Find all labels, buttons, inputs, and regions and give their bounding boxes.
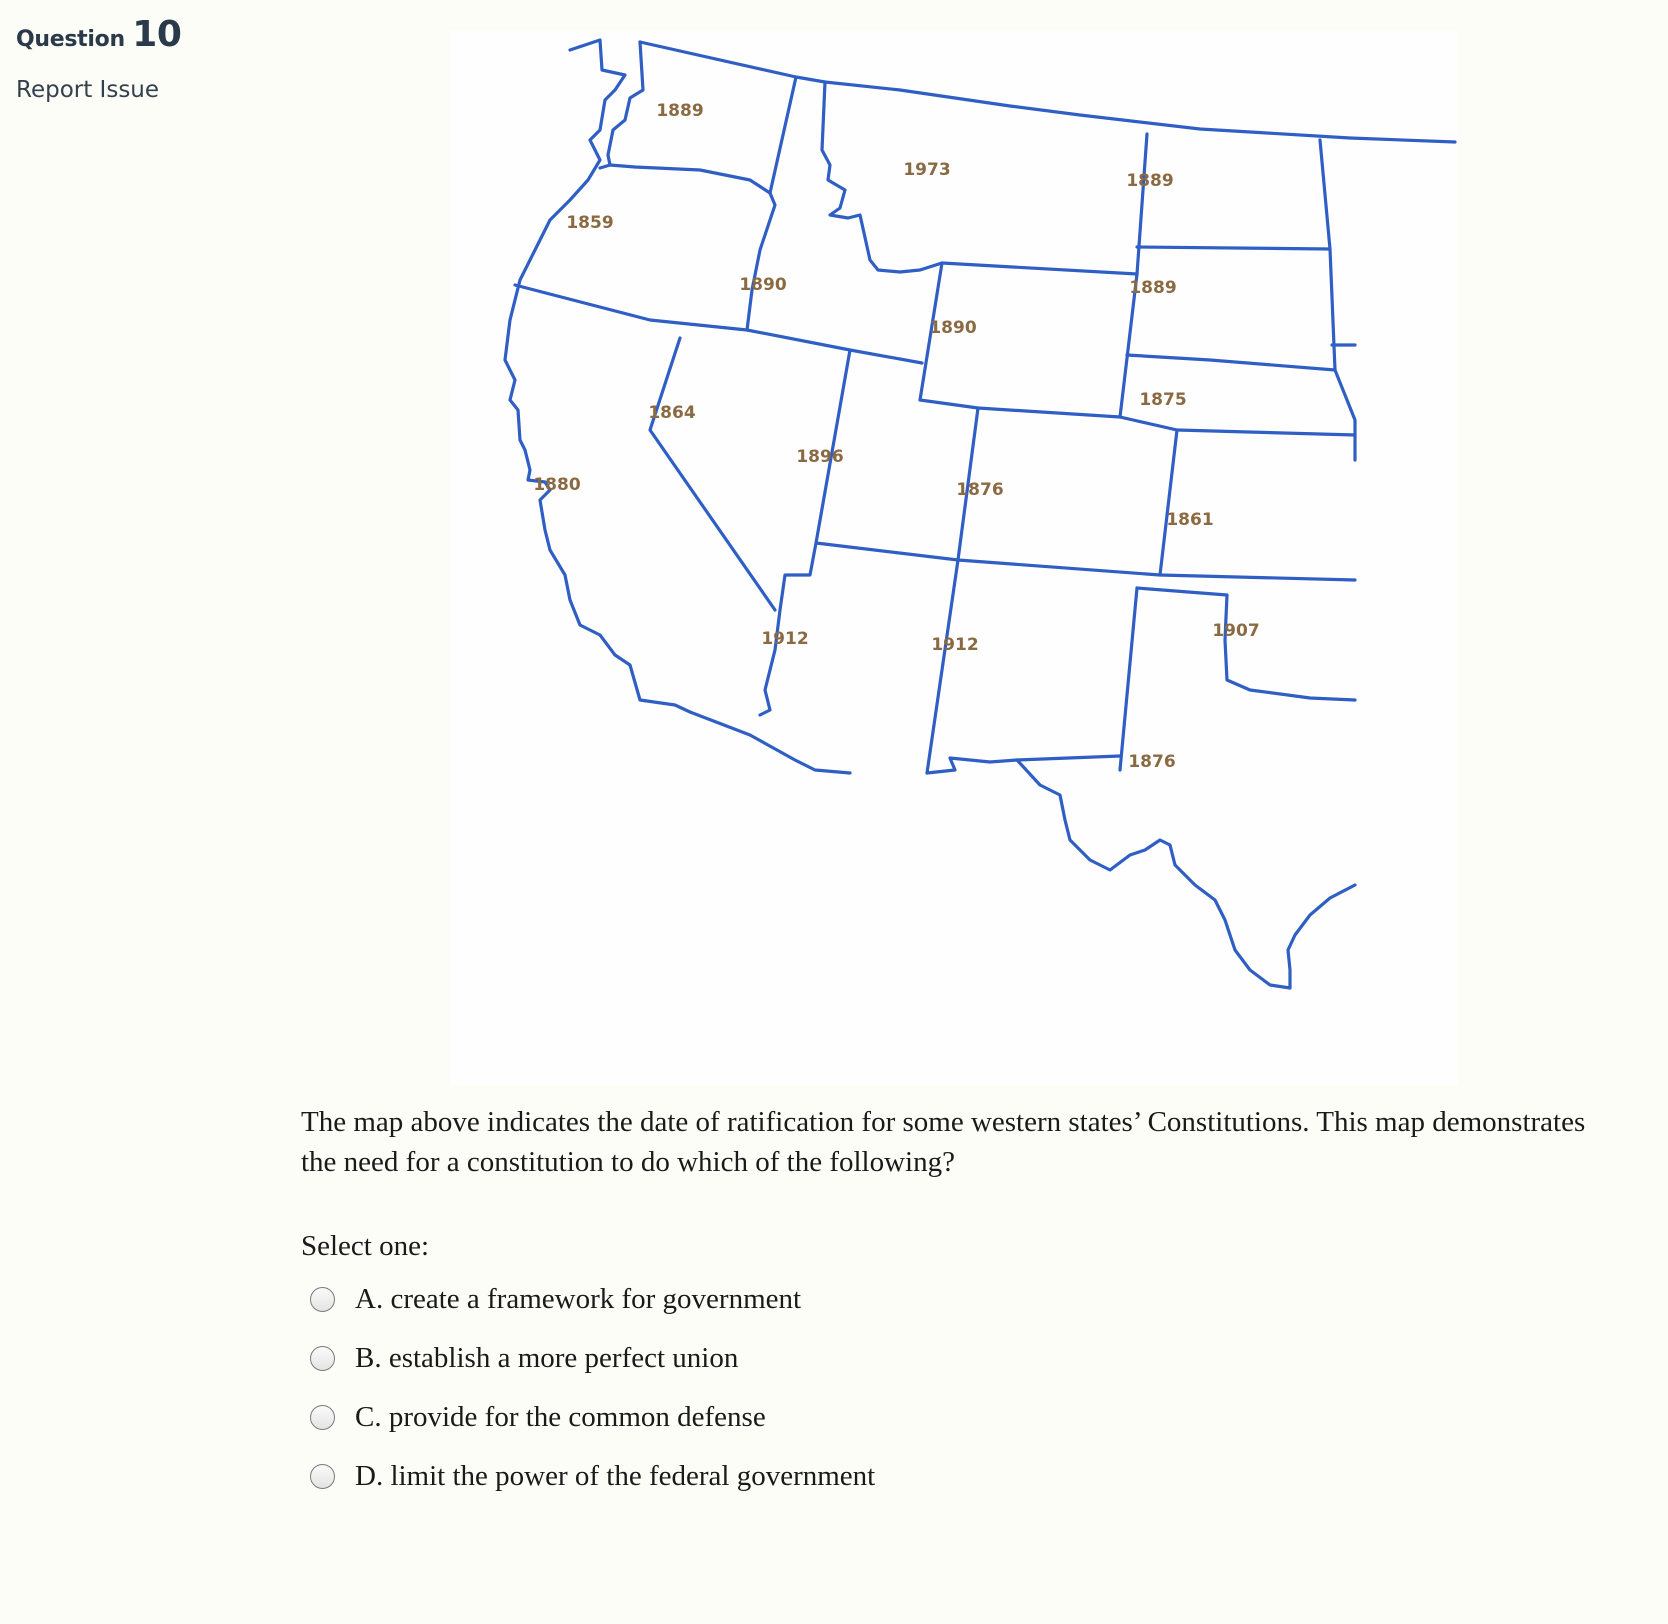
option-b-radio[interactable] (310, 1346, 335, 1371)
state-label-colorado: 1876 (956, 480, 1004, 500)
question-heading (16, 14, 182, 55)
dakotas-east-border (1320, 140, 1335, 370)
question-info (16, 14, 182, 103)
state-label-wyoming: 1890 (929, 318, 977, 338)
montana-east-border (1137, 134, 1147, 274)
state-label-montana: 1973 (903, 160, 951, 180)
state-label-arizona: 1912 (761, 629, 809, 649)
select-one-label: Select one: (301, 1230, 430, 1262)
kansas-south-border (1160, 575, 1355, 580)
nebraska-south-border (1177, 430, 1355, 435)
question-prompt: The map above indicates the date of ratification for some western states’ Constitutions. This map demonstrates the need for a constitution to do which of the following? (301, 1106, 1586, 1178)
report-issue-link[interactable]: Report Issue (16, 77, 160, 103)
idaho-oregon-border (747, 193, 775, 330)
state-label-oregon: 1859 (566, 213, 614, 233)
washington-south-border (610, 165, 770, 193)
option-b-label[interactable]: B. establish a more perfect union (355, 1342, 739, 1374)
washington-border (600, 42, 643, 168)
state-label-north-dakota: 1889 (1126, 171, 1174, 191)
option-c-radio[interactable] (310, 1405, 335, 1430)
option-c-label[interactable]: C. provide for the common defense (355, 1401, 766, 1433)
new-mexico-east-border (1120, 588, 1137, 770)
oklahoma-border (1137, 588, 1355, 700)
state-label-utah: 1896 (796, 447, 844, 467)
option-b[interactable] (310, 1329, 875, 1388)
option-d-label[interactable]: D. limit the power of the federal government (355, 1460, 876, 1492)
state-label-nevada: 1864 (648, 403, 696, 423)
state-label-nebraska: 1875 (1139, 390, 1187, 410)
state-label-idaho: 1890 (739, 275, 787, 295)
texas-border (1017, 760, 1355, 988)
state-label-washington: 1889 (656, 101, 704, 121)
option-d-radio[interactable] (310, 1464, 335, 1489)
question-label: Question (16, 27, 125, 52)
nevada-border (650, 338, 775, 610)
west-coast-border (505, 40, 690, 712)
answer-options (310, 1270, 875, 1506)
state-label-oklahoma: 1907 (1212, 621, 1260, 641)
option-a-label[interactable]: A. create a framework for government (355, 1283, 802, 1315)
new-mexico-south-border (927, 756, 1120, 773)
wyoming-north-border (942, 263, 1137, 274)
option-c[interactable] (310, 1388, 875, 1447)
state-label-south-dakota: 1889 (1129, 278, 1177, 298)
arizona-south-border (690, 712, 850, 773)
oregon-south-border (515, 285, 922, 363)
north-dakota-south-border (1137, 247, 1330, 249)
option-a[interactable] (310, 1270, 875, 1329)
western-states-map (450, 30, 1458, 1085)
map-svg (450, 30, 1458, 1085)
wyoming-south-border (920, 400, 1120, 417)
northern-border (640, 42, 1455, 142)
state-label-california: 1880 (533, 475, 581, 495)
washington-east-border (770, 77, 796, 193)
option-a-radio[interactable] (310, 1287, 335, 1312)
state-label-texas: 1876 (1128, 752, 1176, 772)
option-d[interactable] (310, 1447, 875, 1506)
state-label-kansas: 1861 (1166, 510, 1214, 530)
arizona-nm-border (927, 560, 958, 773)
question-number: 10 (132, 14, 182, 55)
state-label-new-mexico: 1912 (931, 635, 979, 655)
